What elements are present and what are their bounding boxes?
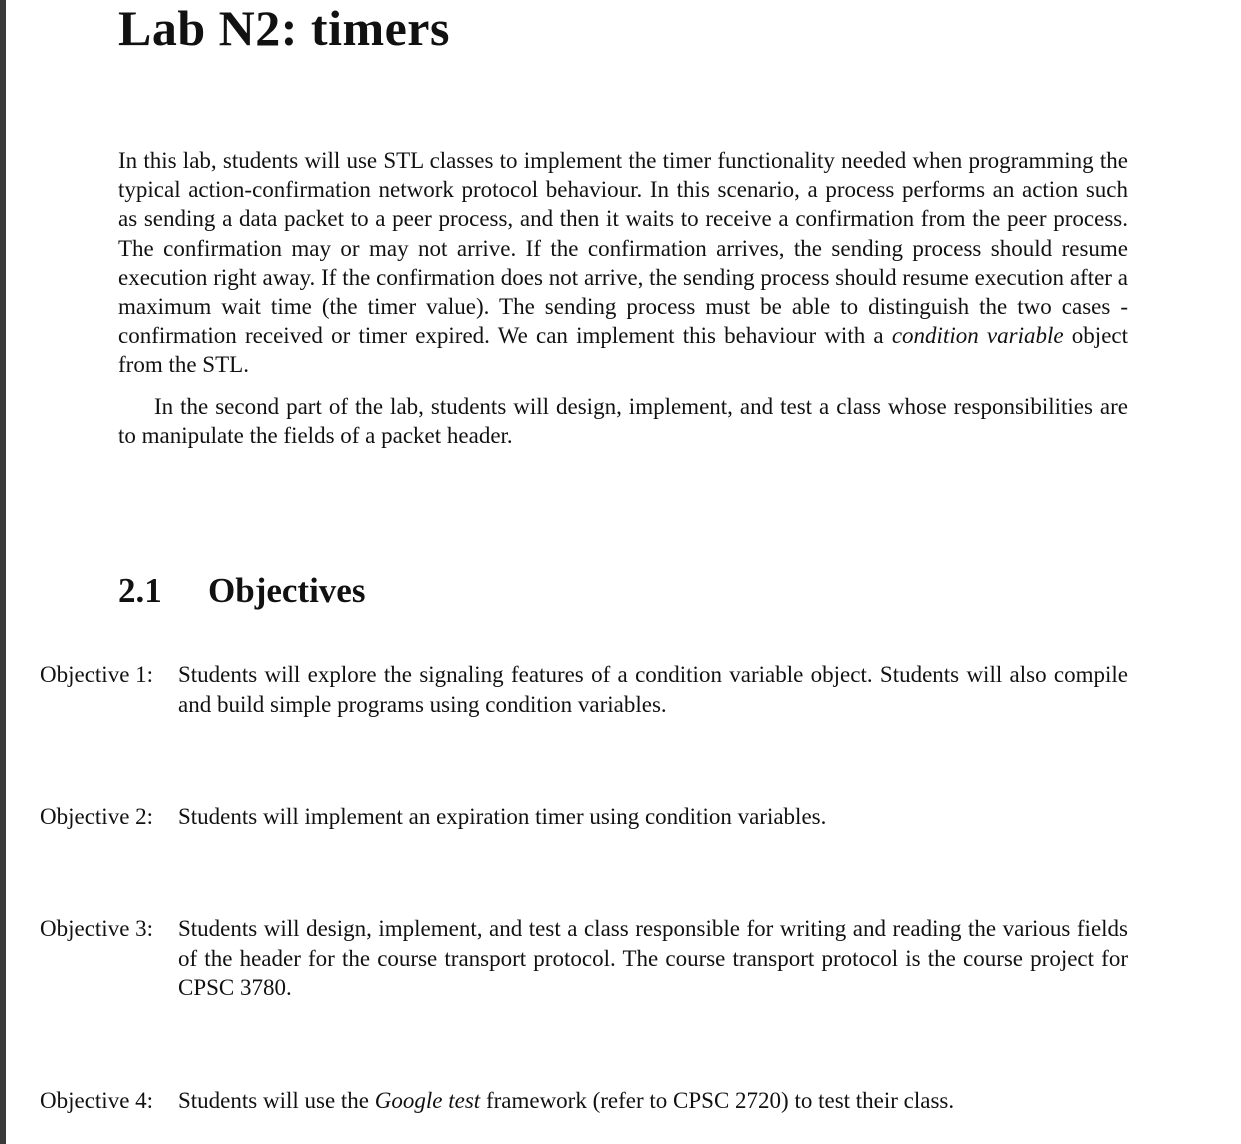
objective-text-end: framework (refer to CPSC 2720) to test their class. <box>480 1088 955 1113</box>
objective-text: Students will implement an expiration timer using condition variables. <box>178 804 827 829</box>
objective-text: Students will explore the signaling features of a condition variable object. Students will also compile and build simple programs using condition variables. <box>178 662 1128 717</box>
section-number: 2.1 <box>118 571 162 610</box>
objective-label: Objective 4: <box>40 1088 154 1113</box>
objective-4 <box>40 1086 1128 1116</box>
objective-1 <box>40 660 1128 719</box>
objective-label: Objective 2: <box>40 804 154 829</box>
intro-paragraph-2: In the second part of the lab, students will design, implement, and test a class whose responsibilities are to manipulate the fields of a packet header. <box>118 394 1128 449</box>
objective-text: Students will design, implement, and test a class responsible for writing and reading the various fields of the header for the course transport protocol. The course transport protocol is the course project for CPSC 3780. <box>178 916 1128 1000</box>
objective-2 <box>40 802 1128 832</box>
objective-text <box>178 1086 1128 1116</box>
page-title: Lab N2: timers <box>118 0 450 56</box>
objective-text-start: Students will use the <box>178 1088 375 1113</box>
page-left-border <box>0 0 6 1144</box>
intro-text: In this lab, students will use STL classes to implement the timer functionality needed when programming the typical action-confirmation network protocol behaviour. In this scenario, a process performs an action such as sending a data packet to a peer process, and then it waits to receive a confirmation from the peer process. The confirmation may or may not arrive. If the confirmation arrives, the sending process should resume execution right away. If the confirmation does not arrive, the sending process should resume execution after a maximum wait time (the timer value). The sending process must be able to distinguish the two cases - confirmation received or timer expired. We can implement this behaviour with a <box>118 148 1128 349</box>
section-heading <box>118 570 365 612</box>
objective-emphasis: Google test <box>374 1088 481 1113</box>
objective-label: Objective 3: <box>40 916 154 941</box>
intro-paragraph-1 <box>118 146 1128 380</box>
intro-text-end: object from the STL. <box>118 323 1128 378</box>
objective-label: Objective 1: <box>40 662 154 687</box>
section-title: Objectives <box>208 571 366 610</box>
objective-3 <box>40 914 1128 1003</box>
intro-emphasis: condition variable <box>891 323 1064 349</box>
